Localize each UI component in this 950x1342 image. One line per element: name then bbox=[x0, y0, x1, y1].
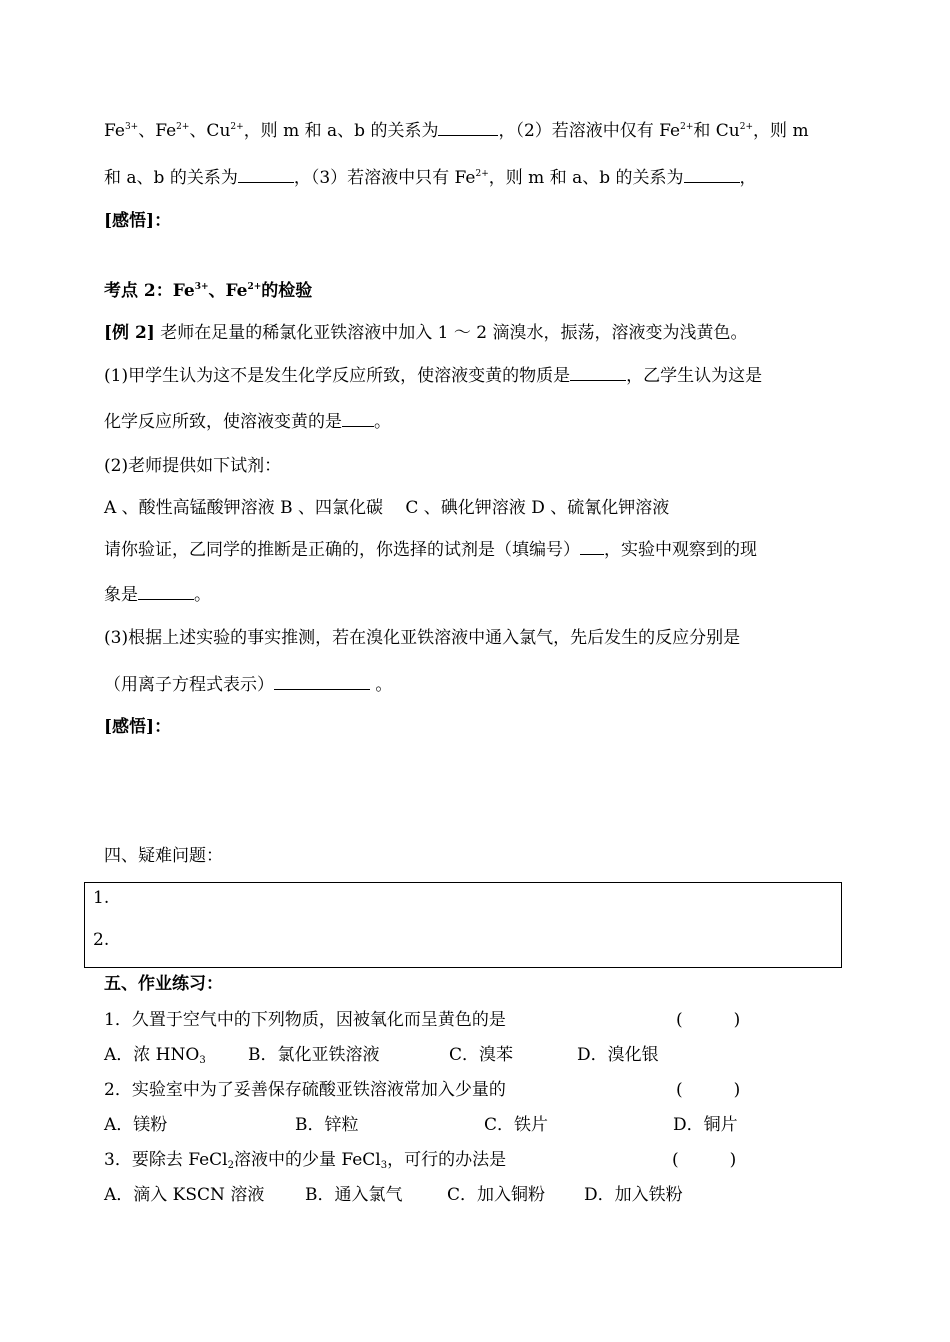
list-item: 1. bbox=[93, 888, 110, 908]
section-title: 四、疑难问题： bbox=[104, 846, 223, 866]
text: ，乙学生认为这是 bbox=[626, 366, 763, 386]
charge: 2+ bbox=[475, 169, 489, 179]
questions-box[interactable] bbox=[84, 882, 842, 968]
text: 考点 2：Fe bbox=[104, 281, 195, 301]
text: 老师在足量的稀氯化亚铁溶液中加入 1 ～ 2 滴溴水，振荡，溶液变为浅黄色。 bbox=[154, 323, 748, 343]
option: C．溴苯 bbox=[449, 1045, 514, 1065]
options-line: A 、酸性高锰酸钾溶液 B 、四氯化碳 C 、碘化钾溶液 D 、硫氰化钾溶液 bbox=[104, 498, 670, 518]
charge: 3+ bbox=[124, 122, 139, 132]
exercise-question: 1．久置于空气中的下列物质，因被氧化而呈黄色的是 bbox=[104, 1010, 506, 1030]
text: 化学反应所致，使溶液变黄的是 bbox=[104, 412, 342, 432]
option: D．溴化银 bbox=[577, 1045, 659, 1065]
text: 。 bbox=[370, 675, 393, 695]
text: 3．要除去 FeCl bbox=[104, 1150, 228, 1170]
answer-blank[interactable] bbox=[684, 167, 740, 183]
question-line: (2)老师提供如下试剂： bbox=[104, 456, 282, 476]
text: ，（2）若溶液中仅有 Fe bbox=[498, 121, 681, 141]
text: 、Fe bbox=[208, 281, 248, 301]
option: C．加入铜粉 bbox=[447, 1185, 546, 1205]
text: (1)甲学生认为这不是发生化学反应所致，使溶液变黄的物质是 bbox=[104, 366, 571, 386]
text: 、Cu bbox=[189, 121, 231, 141]
section-title bbox=[104, 280, 312, 302]
reflection-label: [感悟]： bbox=[104, 211, 172, 231]
exercise-question: 2．实验室中为了妥善保存硫酸亚铁溶液常加入少量的 bbox=[104, 1080, 506, 1100]
text: 、Fe bbox=[138, 121, 177, 141]
list-item: 2. bbox=[93, 930, 110, 950]
text: 溶液中的少量 FeCl bbox=[233, 1150, 381, 1170]
text: 。 bbox=[194, 585, 211, 605]
text: ，实验中观察到的现 bbox=[604, 540, 757, 560]
charge: 2+ bbox=[680, 122, 694, 132]
text: 象是 bbox=[104, 585, 138, 605]
answer-blank[interactable] bbox=[342, 411, 374, 427]
text: ，则 m 和 a、b 的关系为 bbox=[243, 121, 439, 141]
answer-blank[interactable] bbox=[438, 120, 498, 136]
exercise-question bbox=[104, 1149, 506, 1171]
charge: 2+ bbox=[247, 282, 262, 292]
subscript: 3 bbox=[380, 1160, 388, 1171]
question-line bbox=[104, 365, 762, 387]
charge: 2+ bbox=[176, 122, 190, 132]
charge: 2+ bbox=[230, 122, 244, 132]
option: D．加入铁粉 bbox=[584, 1185, 683, 1205]
text: （用离子方程式表示） bbox=[104, 675, 274, 695]
section-title: 五、作业练习： bbox=[104, 974, 223, 994]
reflection-label: [感悟]： bbox=[104, 717, 172, 737]
subscript: 2 bbox=[227, 1160, 234, 1171]
answer-blank[interactable] bbox=[238, 167, 294, 183]
question-line bbox=[104, 539, 757, 561]
option bbox=[104, 1044, 206, 1066]
option: B．氯化亚铁溶液 bbox=[248, 1045, 380, 1065]
answer-blank[interactable] bbox=[580, 539, 604, 555]
text: 。 bbox=[374, 412, 391, 432]
answer-blank[interactable] bbox=[570, 365, 626, 381]
option: B．锌粒 bbox=[295, 1115, 359, 1135]
example-label: [例 2] bbox=[104, 323, 155, 343]
text: ，（3）若溶液中只有 Fe bbox=[293, 168, 476, 188]
question-line bbox=[104, 674, 392, 696]
text: 请你验证，乙同学的推断是正确的，你选择的试剂是（填编号） bbox=[104, 540, 580, 560]
option: A．滴入 KSCN 溶液 bbox=[104, 1185, 265, 1205]
example-line bbox=[104, 322, 748, 344]
question-line: (3)根据上述实验的事实推测，若在溴化亚铁溶液中通入氯气，先后发生的反应分别是 bbox=[104, 628, 741, 648]
answer-paren: ( ) bbox=[672, 1150, 737, 1170]
answer-blank[interactable] bbox=[274, 674, 370, 690]
answer-paren: ( ) bbox=[676, 1080, 741, 1100]
text: ， bbox=[739, 168, 757, 188]
option: A．镁粉 bbox=[104, 1115, 168, 1135]
option: C．铁片 bbox=[484, 1115, 549, 1135]
answer-blank[interactable] bbox=[138, 584, 194, 600]
option: D．铜片 bbox=[673, 1115, 738, 1135]
text: ，则 m bbox=[753, 121, 809, 141]
intro-line-1 bbox=[104, 120, 809, 142]
text: Fe bbox=[104, 121, 125, 141]
intro-line-2 bbox=[104, 167, 757, 189]
question-line bbox=[104, 411, 391, 433]
charge: 3+ bbox=[194, 282, 209, 292]
text: 和 a、b 的关系为 bbox=[104, 168, 238, 188]
option: B．通入氯气 bbox=[305, 1185, 403, 1205]
answer-paren: ( ) bbox=[676, 1010, 741, 1030]
text: ，则 m 和 a、b 的关系为 bbox=[488, 168, 684, 188]
charge: 2+ bbox=[739, 122, 754, 132]
question-line bbox=[104, 584, 211, 606]
subscript: 3 bbox=[199, 1055, 206, 1066]
text: ，可行的办法是 bbox=[387, 1150, 507, 1170]
text: 和 Cu bbox=[693, 121, 740, 141]
text: A．浓 HNO bbox=[104, 1045, 200, 1065]
text: 的检验 bbox=[261, 281, 313, 301]
